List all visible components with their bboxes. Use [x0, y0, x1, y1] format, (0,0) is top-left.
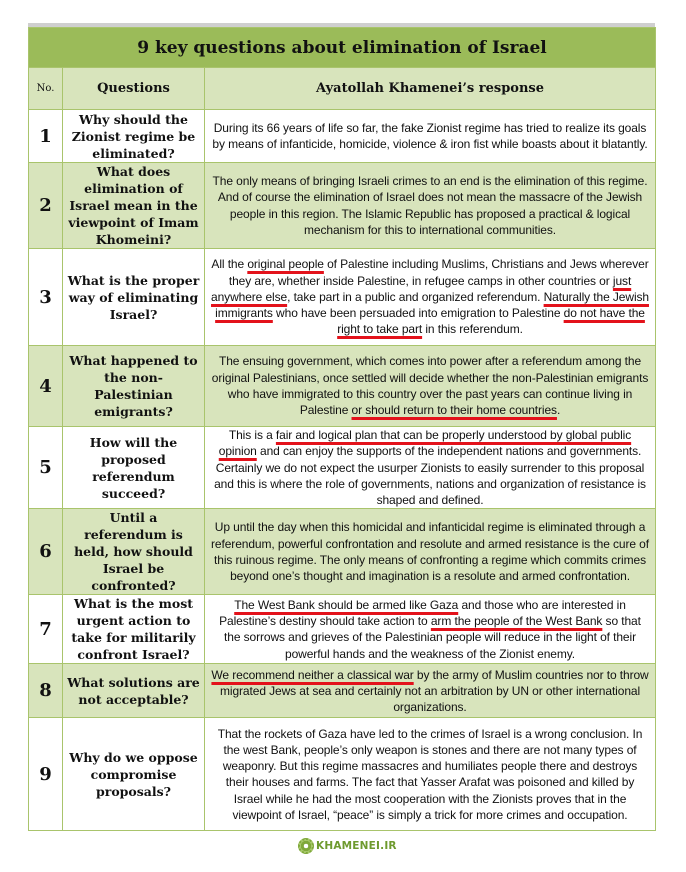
row-number: 8 [29, 664, 63, 718]
logo-text: KHAMENEI.IR [316, 840, 397, 852]
column-header-response: Ayatollah Khamenei’s response [205, 68, 656, 110]
gear-leaf-icon [298, 838, 314, 854]
highlighted-phrase: We recommend neither a classical war [211, 667, 414, 682]
row-number: 2 [29, 163, 63, 249]
row-number: 4 [29, 346, 63, 427]
questions-table [28, 27, 656, 831]
table-row [29, 427, 656, 509]
response-cell [205, 346, 656, 427]
table-row [29, 110, 656, 163]
response-cell [205, 595, 656, 664]
table-row [29, 163, 656, 249]
response-text: in this referendum. [422, 322, 523, 337]
question-cell: How will the proposed referendum succeed? [63, 427, 205, 509]
row-number: 7 [29, 595, 63, 664]
column-header-no: No. [29, 68, 63, 110]
table-row [29, 346, 656, 427]
row-number: 5 [29, 427, 63, 509]
highlighted-phrase: original people [247, 257, 324, 272]
question-cell: What solutions are not acceptable? [63, 664, 205, 718]
response-cell [205, 249, 656, 346]
question-cell: Until a referendum is held, how should Israel be confronted? [63, 509, 205, 595]
question-cell: What is the most urgent action to take for militarily confront Israel? [63, 595, 205, 664]
response-cell [205, 163, 656, 249]
response-cell [205, 427, 656, 509]
question-cell: What does elimination of Israel mean in the viewpoint of Imam Khomeini? [63, 163, 205, 249]
response-text: All the [211, 257, 248, 272]
highlighted-phrase: The West Bank should be armed like Gaza [234, 597, 459, 612]
response-cell [205, 509, 656, 595]
highlighted-phrase: do not have the right to take part [337, 306, 645, 337]
table-row [29, 509, 656, 595]
row-number: 3 [29, 249, 63, 346]
table-row [29, 595, 656, 664]
response-text: Up until the day when this homicidal and infanticidal regime is eliminated through a referendum, powerful confrontation and resolute and armed resistance is the cure of this ruinous regime. The only means of confronting a regime which commits crimes beyond one’s thought and imagination is a resolute and armed confrontation. [211, 520, 649, 584]
row-number: 9 [29, 718, 63, 831]
highlighted-phrase: arm the people of the West Bank [430, 614, 603, 629]
table-row [29, 718, 656, 831]
highlighted-phrase: just anywhere else [211, 273, 632, 304]
question-cell: Why do we oppose compromise proposals? [63, 718, 205, 831]
footer-logo[interactable] [298, 838, 397, 854]
row-number: 6 [29, 509, 63, 595]
response-text: and those who are interested in Palestine’s destiny should take action to [219, 597, 626, 629]
response-text: This is a [228, 428, 276, 442]
column-header-questions: Questions [63, 68, 205, 110]
response-text: who have been persuaded into emigration to Palestine [272, 306, 564, 321]
response-cell [205, 664, 656, 718]
question-cell: What is the proper way of eliminating Israel? [63, 249, 205, 346]
response-text: The only means of bringing Israeli crimes to an end is the elimination of this regime. And of course the elimination of Israel does not mean the massacre of the Jewish people in this region. The Islamic Republic has proposed a practical & logical mechanism for this to international communities. [212, 173, 648, 237]
row-number: 1 [29, 110, 63, 163]
column-header-row [29, 68, 656, 110]
question-cell: Why should the Zionist regime be eliminated? [63, 110, 205, 163]
response-text: That the rockets of Gaza have led to the crimes of Israel is a wrong conclusion. In the west Bank, people’s only weapon is stones and there are not many types of weaponry. But this regime massacres and humiliates people there and destroys their houses and farms. The fact that Yasser Arafat was poisoned and killed by Israel while he had the most cooperation with the Zionists proves that in the viewpoint of Israel, “peace” is simply a trick for more crimes and occupation. [217, 726, 643, 823]
response-text: of Palestine including Muslims, Christians and Jews wherever they are, whether inside Palestine, in refugee camps in other countries or [228, 257, 649, 288]
table-row [29, 249, 656, 346]
highlighted-phrase: Naturally the Jewish immigrants [215, 289, 649, 321]
response-text: During its 66 years of life so far, the fake Zionist regime has tried to realize its goals by means of infanticide, homicide, violence & iron fist while boasts about it blatantly. [212, 120, 648, 151]
response-text: so that the sorrows and grieves of the Palestinian people will reduce in the light of their powerful hands and the weakness of the Zionist enemy. [224, 614, 641, 661]
response-text: . [556, 403, 561, 418]
response-text: by the army of Muslim countries nor to throw migrated Jews at sea and certainly not an arbitration by UN or other international organizations. [220, 667, 649, 715]
highlighted-phrase: fair and logical plan that can be properly understood by global public opinion [218, 428, 632, 459]
highlighted-phrase: or should return to their home countries [351, 403, 557, 418]
question-cell: What happened to the non-Palestinian emigrants? [63, 346, 205, 427]
response-text: and can enjoy the supports of the independent nations and governments. Certainly we do not expect the usurper Zionists to easily surrender to this proposal and this is where the role of governments, nations and organization of resistance is shaped and defined. [214, 444, 646, 508]
response-text: , take part in a public and organized referendum. [287, 289, 544, 304]
response-cell [205, 718, 656, 831]
table-title: 9 key questions about elimination of Israel [29, 28, 656, 68]
response-text: The ensuing government, which comes into power after a referendum among the original Palestinians, once settled will decide whether the non-Palestinian emigrants who have immigrated to this country over the past years can continue living in Palestine [211, 354, 649, 418]
table-row [29, 664, 656, 718]
response-cell [205, 110, 656, 163]
